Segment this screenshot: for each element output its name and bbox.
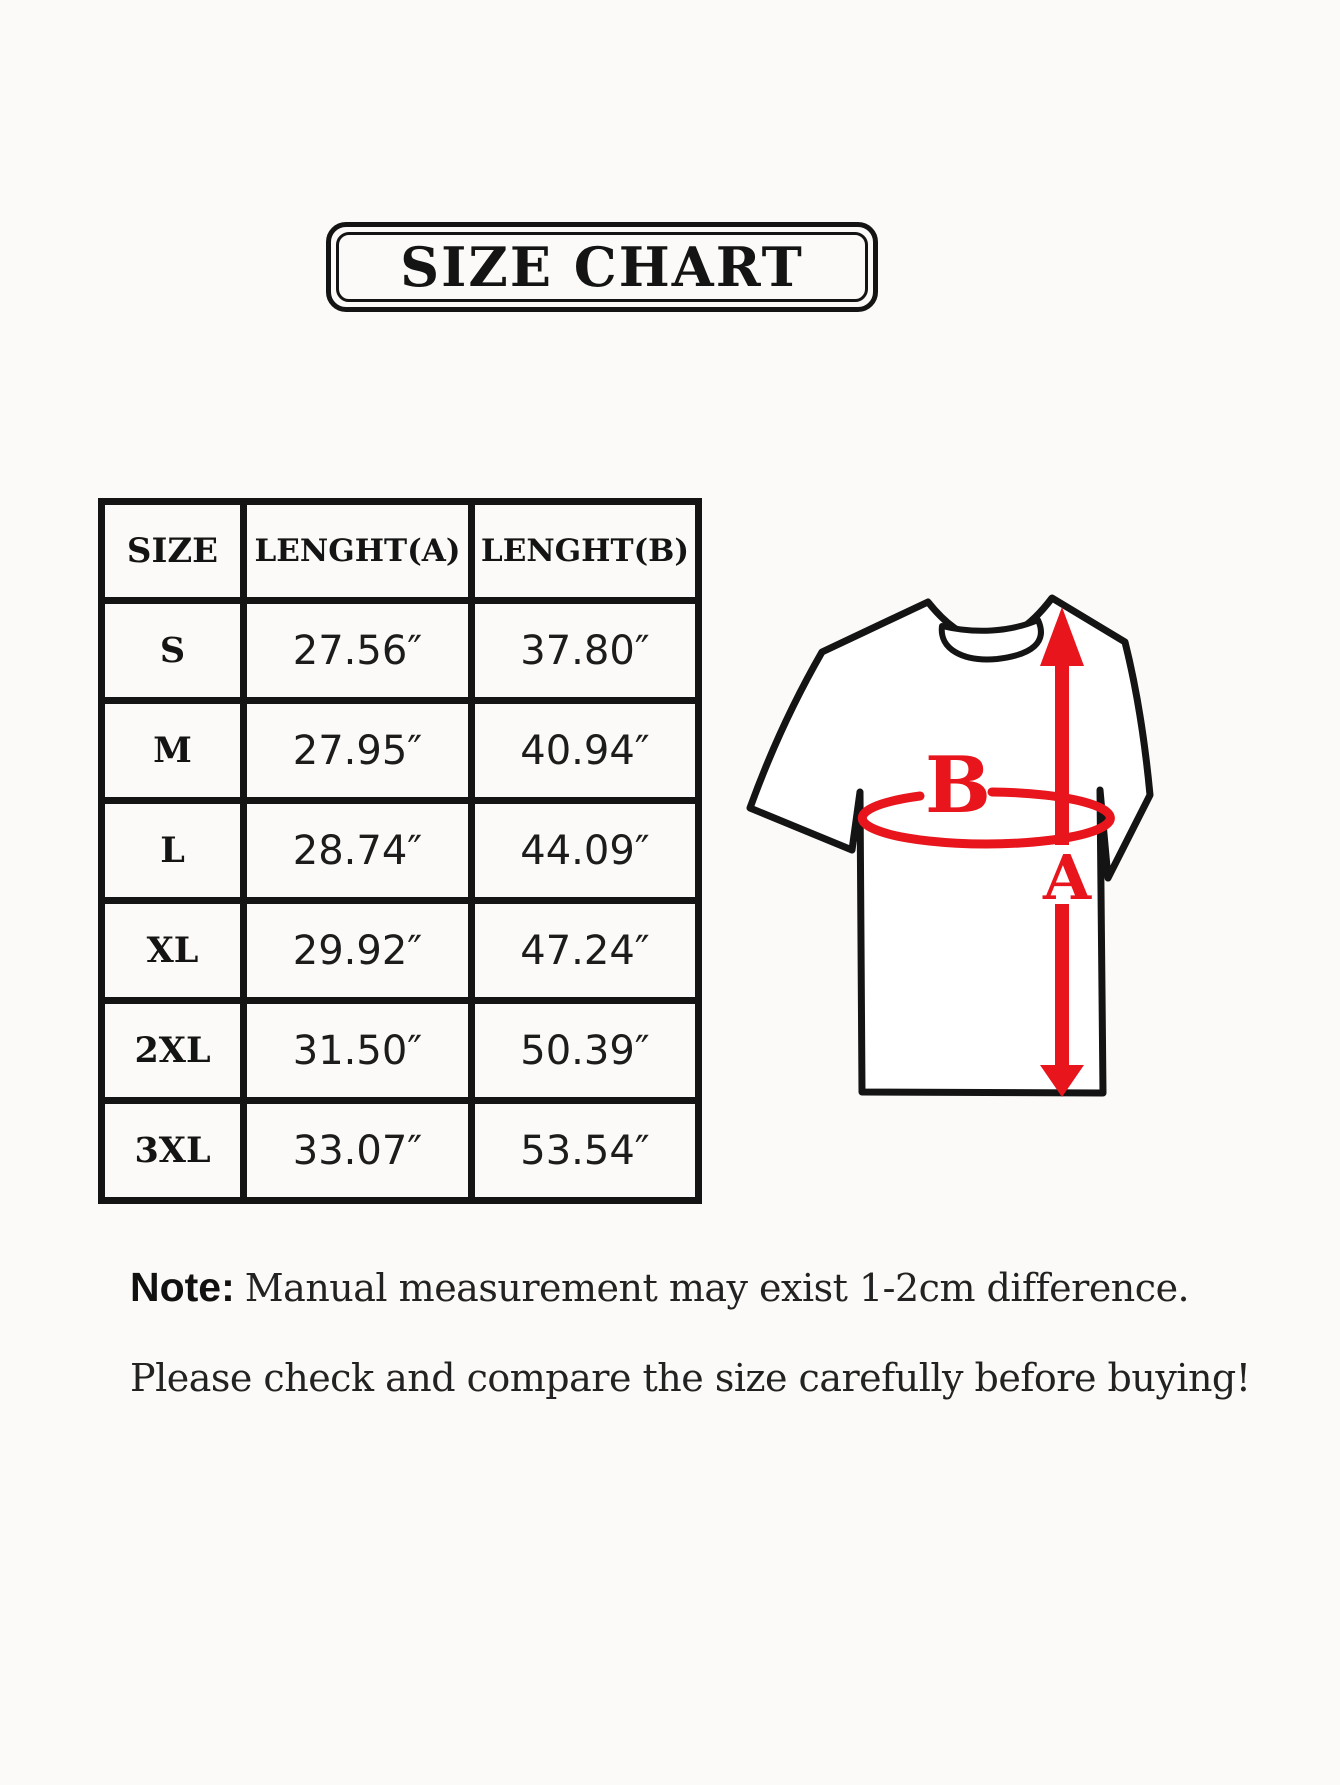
size-label: 2XL bbox=[102, 1001, 244, 1101]
length-b-value: 53.54″ bbox=[472, 1101, 699, 1201]
table-row bbox=[102, 1101, 699, 1201]
size-label: XL bbox=[102, 901, 244, 1001]
size-table bbox=[98, 498, 702, 1204]
table-row bbox=[102, 701, 699, 801]
length-b-value: 50.39″ bbox=[472, 1001, 699, 1101]
measure-label-a: A bbox=[1042, 841, 1092, 914]
title-box bbox=[326, 222, 878, 312]
header-length-a: LENGHT(A) bbox=[244, 502, 472, 601]
table-row bbox=[102, 1001, 699, 1101]
length-a-value: 33.07″ bbox=[244, 1101, 472, 1201]
table-header-row bbox=[102, 502, 699, 601]
note-prefix: Note: bbox=[130, 1264, 235, 1310]
collar-band bbox=[942, 620, 1041, 659]
size-label: 3XL bbox=[102, 1101, 244, 1201]
size-label: S bbox=[102, 601, 244, 701]
length-arrow-lower-shaft bbox=[1055, 904, 1069, 1065]
length-a-value: 31.50″ bbox=[244, 1001, 472, 1101]
note-line-1 bbox=[130, 1264, 1189, 1311]
size-label: M bbox=[102, 701, 244, 801]
table-row bbox=[102, 801, 699, 901]
note-line-2 bbox=[130, 1356, 1251, 1400]
length-a-value: 27.95″ bbox=[244, 701, 472, 801]
shirt-measurement-diagram bbox=[680, 530, 1180, 1110]
length-b-value: 37.80″ bbox=[472, 601, 699, 701]
title-box-inner-border bbox=[336, 232, 868, 302]
note-text-2: Please check and compare the size carefully before buying! bbox=[130, 1356, 1251, 1400]
length-a-value: 28.74″ bbox=[244, 801, 472, 901]
length-b-value: 40.94″ bbox=[472, 701, 699, 801]
length-b-value: 44.09″ bbox=[472, 801, 699, 901]
tshirt-illustration bbox=[680, 530, 1180, 1110]
size-label: L bbox=[102, 801, 244, 901]
table-row bbox=[102, 901, 699, 1001]
length-a-value: 29.92″ bbox=[244, 901, 472, 1001]
header-size: SIZE bbox=[102, 502, 244, 601]
length-a-value: 27.56″ bbox=[244, 601, 472, 701]
header-length-b: LENGHT(B) bbox=[472, 502, 699, 601]
note-text-1: Manual measurement may exist 1-2cm difference. bbox=[244, 1266, 1190, 1310]
page-title: SIZE CHART bbox=[400, 235, 804, 299]
measure-label-b: B bbox=[925, 740, 991, 831]
length-arrow-upper-shaft bbox=[1055, 660, 1069, 845]
length-b-value: 47.24″ bbox=[472, 901, 699, 1001]
table-row bbox=[102, 601, 699, 701]
